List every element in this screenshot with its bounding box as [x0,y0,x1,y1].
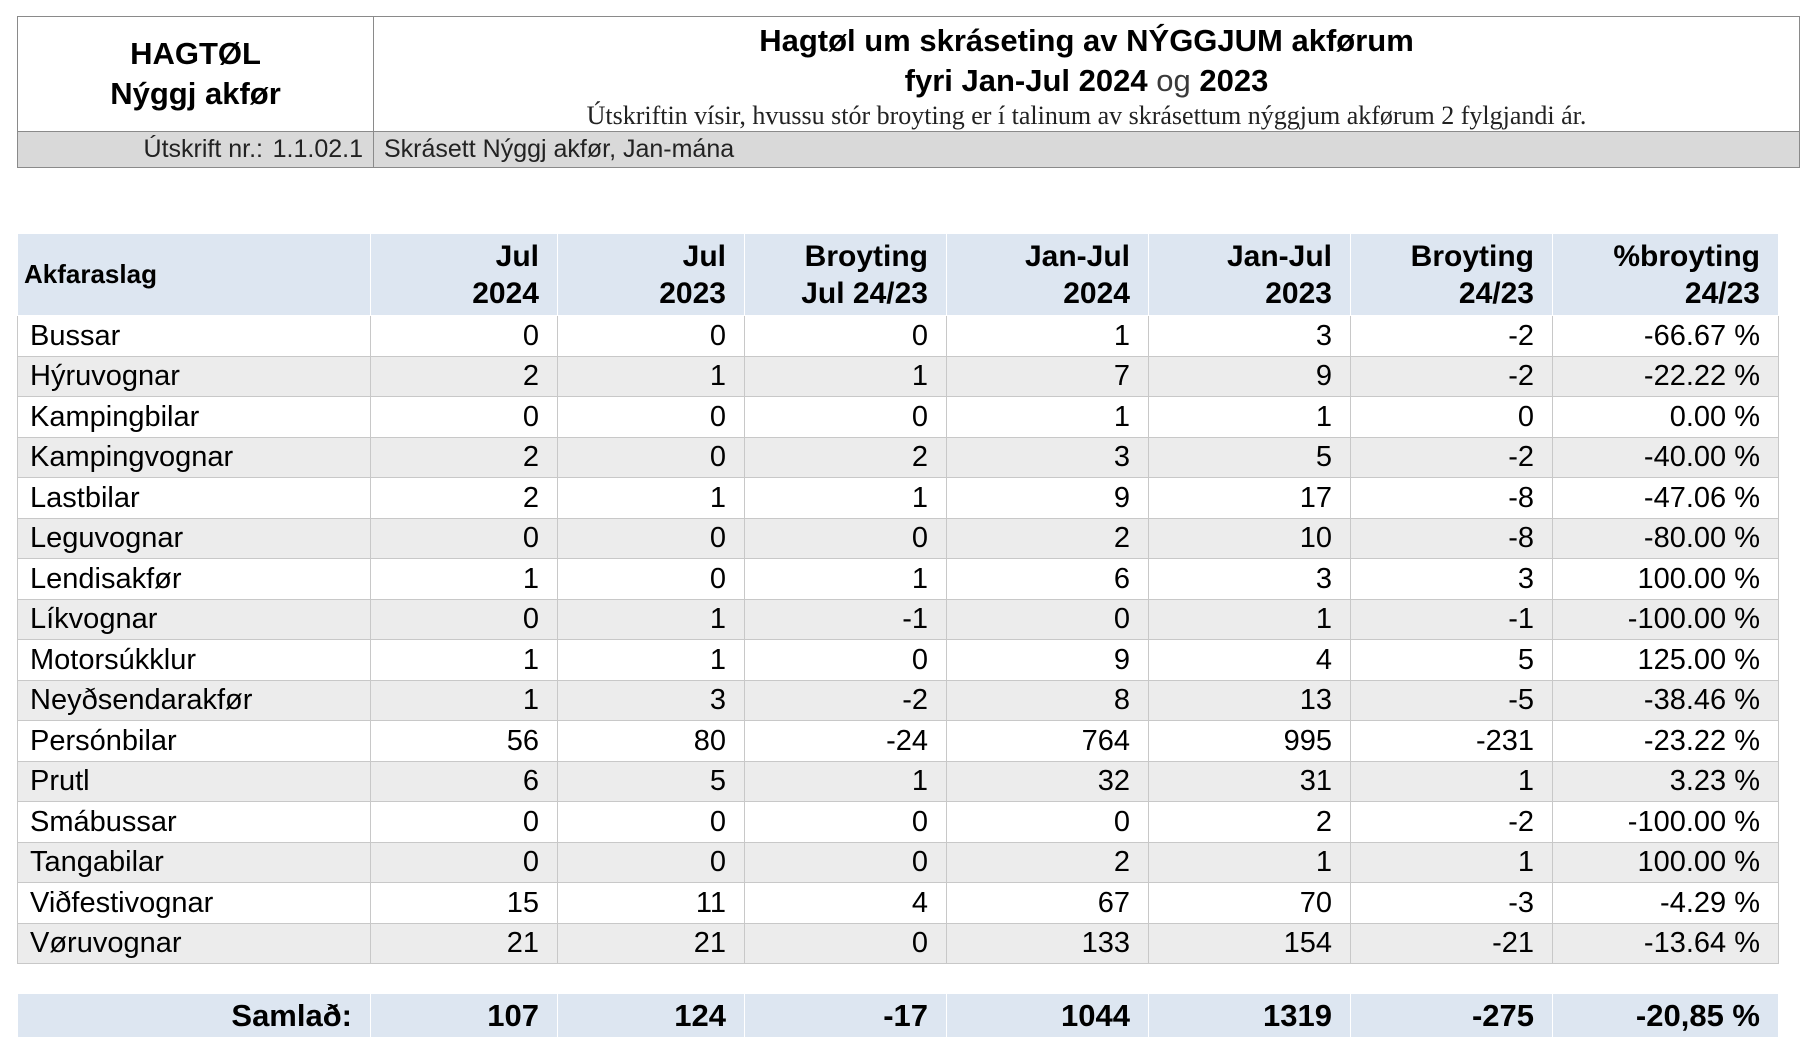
value-cell: -1 [745,599,947,640]
value-cell: 21 [371,923,558,964]
printout-number: 1.1.02.1 [272,135,363,163]
vehicle-type-cell: Hýruvognar [18,356,371,397]
value-cell: 0 [371,316,558,357]
value-cell: 21 [558,923,745,964]
value-cell: 100.00 % [1553,842,1779,883]
column-header-label: 2024 [472,276,539,310]
value-cell: -47.06 % [1553,478,1779,519]
value-cell: 4 [745,883,947,924]
value-cell: 1 [371,640,558,681]
value-cell: 1 [371,680,558,721]
table-row [18,680,1779,721]
column-header-label: Jul [495,239,539,273]
total-value-cell: -20,85 % [1553,994,1779,1038]
table-row [18,316,1779,357]
value-cell: 1 [947,316,1149,357]
value-cell: 100.00 % [1553,559,1779,600]
value-cell: 1 [558,640,745,681]
value-cell: 0 [947,599,1149,640]
column-header [1149,234,1351,316]
column-header [1553,234,1779,316]
value-cell: 154 [1149,923,1351,964]
total-value-cell: 107 [371,994,558,1038]
value-cell: 70 [1149,883,1351,924]
column-header-label: 2024 [1063,276,1130,310]
vehicle-type-cell: Vøruvognar [18,923,371,964]
table-row [18,356,1779,397]
value-cell: 3 [1149,559,1351,600]
value-cell: -22.22 % [1553,356,1779,397]
value-cell: -8 [1351,518,1553,559]
value-cell: -2 [1351,802,1553,843]
report-label [18,17,374,131]
vehicle-type-cell: Leguvognar [18,518,371,559]
value-cell: -1 [1351,599,1553,640]
value-cell: -100.00 % [1553,802,1779,843]
value-cell: 2 [947,842,1149,883]
value-cell: 0 [558,397,745,438]
value-cell: 0 [1351,397,1553,438]
printout-description: Skrásett Nýggj akfør, Jan-mána [384,135,735,163]
total-value-cell: -17 [745,994,947,1038]
value-cell: 0.00 % [1553,397,1779,438]
table-row [18,842,1779,883]
value-cell: 31 [1149,761,1351,802]
column-header-label: Jul [682,239,726,273]
registrations-table [17,233,1779,964]
value-cell: -100.00 % [1553,599,1779,640]
value-cell: -8 [1351,478,1553,519]
value-cell: 0 [371,802,558,843]
column-header [371,234,558,316]
value-cell: 1 [371,559,558,600]
table-row [18,802,1779,843]
value-cell: 0 [558,437,745,478]
value-cell: 9 [1149,356,1351,397]
column-header [947,234,1149,316]
vehicle-type-cell: Kampingbilar [18,397,371,438]
total-value-cell: -275 [1351,994,1553,1038]
value-cell: 56 [371,721,558,762]
report-label-line1: HAGTØL [130,36,261,71]
value-cell: 0 [371,518,558,559]
value-cell: 4 [1149,640,1351,681]
vehicle-type-cell: Motorsúkklur [18,640,371,681]
vehicle-type-cell: Neyðsendarakfør [18,680,371,721]
report-title-period [374,61,1799,101]
value-cell: 1 [1149,599,1351,640]
value-cell: 32 [947,761,1149,802]
value-cell: 1 [745,356,947,397]
report-title: Hagtøl um skráseting av NÝGGJUM akførum [759,23,1414,58]
value-cell: -2 [745,680,947,721]
value-cell: -5 [1351,680,1553,721]
total-value-cell: 124 [558,994,745,1038]
value-cell: 2 [947,518,1149,559]
column-header [18,234,371,316]
value-cell: 1 [947,397,1149,438]
total-label: Samlað: [18,994,371,1038]
column-header [558,234,745,316]
value-cell: -23.22 % [1553,721,1779,762]
column-header-label: 2023 [659,276,726,310]
value-cell: 0 [558,802,745,843]
value-cell: 0 [558,842,745,883]
value-cell: 67 [947,883,1149,924]
column-header-label: Broyting [1410,239,1534,273]
total-table [17,993,1779,1038]
value-cell: 3 [558,680,745,721]
vehicle-type-cell: Lastbilar [18,478,371,519]
vehicle-type-cell: Persónbilar [18,721,371,762]
value-cell: 0 [745,923,947,964]
column-header-label: %broyting [1613,239,1760,273]
table-row [18,397,1779,438]
period-part-a: fyri Jan-Jul 2024 [904,63,1148,98]
value-cell: 17 [1149,478,1351,519]
value-cell: 2 [371,356,558,397]
value-cell: 5 [558,761,745,802]
value-cell: 0 [745,640,947,681]
value-cell: 0 [745,842,947,883]
column-header-label: Jan-Jul [1024,239,1130,273]
table-row [18,559,1779,600]
value-cell: 1 [745,559,947,600]
report-title-block [374,17,1799,131]
vehicle-type-cell: Viðfestivognar [18,883,371,924]
value-cell: 125.00 % [1553,640,1779,681]
table-row [18,640,1779,681]
value-cell: 0 [371,842,558,883]
column-header-label: Jul 24/23 [801,276,928,310]
value-cell: 9 [947,478,1149,519]
period-og: og [1156,63,1191,98]
vehicle-type-cell: Smábussar [18,802,371,843]
value-cell: 15 [371,883,558,924]
value-cell: 11 [558,883,745,924]
period-part-b: 2023 [1199,63,1269,98]
column-header-label: Broyting [804,239,928,273]
value-cell: 5 [1351,640,1553,681]
table-body [18,316,1779,964]
table-row [18,883,1779,924]
value-cell: -66.67 % [1553,316,1779,357]
value-cell: -21 [1351,923,1553,964]
value-cell: 8 [947,680,1149,721]
value-cell: 6 [947,559,1149,600]
table-row [18,761,1779,802]
total-row [18,994,1779,1038]
vehicle-type-cell: Líkvognar [18,599,371,640]
report-header [17,16,1800,168]
table-header-row [18,234,1779,316]
table-row [18,721,1779,762]
value-cell: 1 [558,356,745,397]
value-cell: -2 [1351,316,1553,357]
value-cell: 1 [1351,761,1553,802]
column-header [745,234,947,316]
value-cell: 3 [1351,559,1553,600]
value-cell: 13 [1149,680,1351,721]
value-cell: -24 [745,721,947,762]
value-cell: 1 [1351,842,1553,883]
table-row [18,923,1779,964]
value-cell: -80.00 % [1553,518,1779,559]
value-cell: 0 [558,518,745,559]
vehicle-type-cell: Prutl [18,761,371,802]
total-value-cell: 1319 [1149,994,1351,1038]
value-cell: 0 [745,316,947,357]
column-header-label: Akfaraslag [24,259,157,289]
vehicle-type-cell: Lendisakfør [18,559,371,600]
value-cell: -4.29 % [1553,883,1779,924]
value-cell: 1 [745,478,947,519]
value-cell: 1 [745,761,947,802]
value-cell: 0 [558,316,745,357]
table-row [18,478,1779,519]
value-cell: 1 [558,599,745,640]
value-cell: 1 [558,478,745,519]
value-cell: 3 [1149,316,1351,357]
value-cell: 0 [947,802,1149,843]
value-cell: -38.46 % [1553,680,1779,721]
value-cell: 80 [558,721,745,762]
value-cell: 0 [371,397,558,438]
vehicle-type-cell: Tangabilar [18,842,371,883]
value-cell: 0 [745,802,947,843]
column-header-label: Jan-Jul [1226,239,1332,273]
value-cell: 2 [1149,802,1351,843]
column-header-label: 24/23 [1684,276,1760,310]
vehicle-type-cell: Kampingvognar [18,437,371,478]
printout-bar [18,131,1799,167]
value-cell: 1 [1149,397,1351,438]
value-cell: 0 [558,559,745,600]
value-cell: -3 [1351,883,1553,924]
table-row [18,437,1779,478]
column-header-label: 24/23 [1458,276,1534,310]
value-cell: 0 [371,599,558,640]
printout-id [18,132,374,167]
value-cell: -2 [1351,356,1553,397]
column-header-label: 2023 [1265,276,1332,310]
vehicle-type-cell: Bussar [18,316,371,357]
value-cell: 2 [371,478,558,519]
value-cell: 3.23 % [1553,761,1779,802]
value-cell: 2 [371,437,558,478]
value-cell: 133 [947,923,1149,964]
value-cell: 10 [1149,518,1351,559]
table-row [18,599,1779,640]
report-subtitle: Útskriftin vísir, hvussu stór broyting er í talinum av skrásettum nýggjum akførum 2 fylgjandi ár. [586,101,1587,130]
value-cell: 1 [1149,842,1351,883]
printout-label: Útskrift nr.: [143,135,263,163]
value-cell: -40.00 % [1553,437,1779,478]
value-cell: 7 [947,356,1149,397]
value-cell: 764 [947,721,1149,762]
report-label-line2: Nýggj akfør [110,76,281,111]
value-cell: 2 [745,437,947,478]
value-cell: 0 [745,518,947,559]
value-cell: 6 [371,761,558,802]
total-value-cell: 1044 [947,994,1149,1038]
value-cell: -2 [1351,437,1553,478]
value-cell: 995 [1149,721,1351,762]
table-row [18,518,1779,559]
value-cell: 9 [947,640,1149,681]
value-cell: -13.64 % [1553,923,1779,964]
value-cell: 0 [745,397,947,438]
value-cell: 3 [947,437,1149,478]
value-cell: -231 [1351,721,1553,762]
value-cell: 5 [1149,437,1351,478]
column-header [1351,234,1553,316]
